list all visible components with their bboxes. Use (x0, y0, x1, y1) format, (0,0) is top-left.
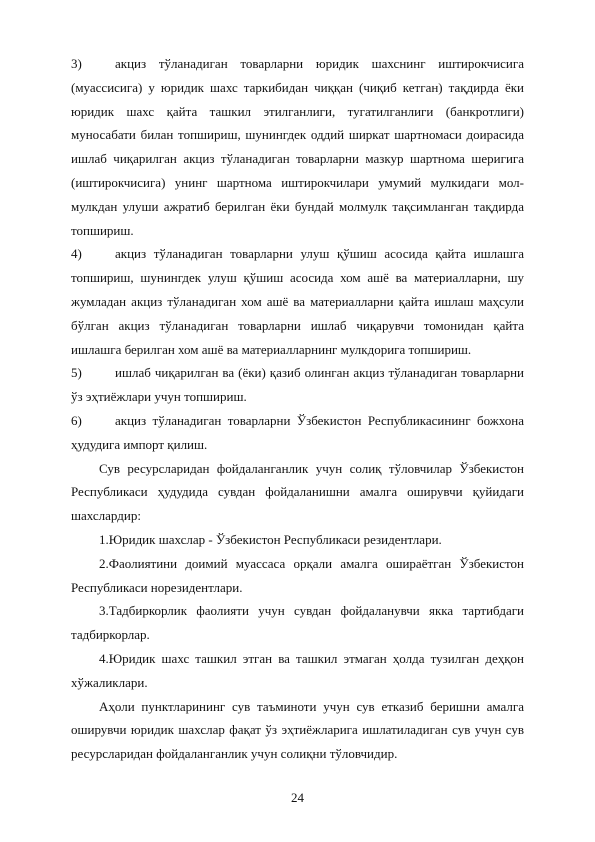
numbered-paragraph-6 (71, 409, 524, 457)
paragraph-number: 3) (71, 56, 82, 71)
paragraph-text: ишлаб чиқарилган ва (ёки) қазиб олинган акциз тўланадиган товарларни ўз эҳтиёжлари учун топшириш. (71, 365, 524, 405)
intro-paragraph: Сув ресурсларидан фойдаланганлик учун солиқ тўловчилар Ўзбекистон Республикаси ҳудудида сувдан фойдаланишни амалга оширувчи қуйидаги шахслардир: (71, 460, 524, 524)
paragraph-text: акциз тўланадиган товарларни улуш қўшиш асосида қайта ишлашга топшириш, шунингдек улуш қўшиш асосида хом ашё ва материалларни, шу жумладан акциз тўланадиган хом ашё ва материалларни қайта ишлаш маҳсули бўлган акциз тўланадиган товарларни ишлаб чиқарувчи томонидан қайта ишлашга берилган хом ашё ва материалларнинг мулкдорига топшириш. (71, 246, 524, 357)
list-item-3: 3.Тадбиркорлик фаолияти учун сувдан фойдаланувчи якка тартибдаги тадбиркорлар. (71, 603, 524, 643)
closing-paragraph: Аҳоли пунктларининг сув таъминоти учун сув етказиб беришни амалга оширувчи юридик шахслар фақат ўз эҳтиёжларига ишлатиладиган сув учун сув ресурсларидан фойдаланганлик учун солиқни тўловчидир. (71, 698, 524, 762)
numbered-paragraph-3 (71, 52, 524, 242)
list-item-4: 4.Юридик шахс ташкил этган ва ташкил этмаган ҳолда тузилган деҳқон хўжаликлари. (71, 650, 524, 690)
numbered-paragraph-4 (71, 242, 524, 361)
document-page (71, 52, 524, 766)
numbered-paragraph-5 (71, 361, 524, 409)
list-item-1: 1.Юридик шахслар - Ўзбекистон Республикаси резидентлари. (99, 531, 442, 547)
paragraph-number: 5) (71, 365, 82, 381)
paragraph-number: 4) (71, 246, 82, 262)
paragraph-text: акциз тўланадиган товарларни юридик шахснинг иштирокчисига (муассисига) у юридик шахс таркибидан чиққан (чиқиб кетган) тақдирда ёки юридик шахс қайта ташкил этилганлиги, тугатилганлиги (банкротлиги) муносабати билан топшириш, шунингдек оддий ширкат шартномаси доирасида ишлаб чиқарилган акциз тўланадиган товарларни мазкур шартнома шеригига (иштирокчисига) унинг шартнома иштирокчилари умумий мулкидаги мол-мулкдан улуши ажратиб берилган ёки бундай молмулк тақсимланган тақдирда топшириш. (71, 56, 524, 238)
paragraph-text: акциз тўланадиган товарларни Ўзбекистон Республикасининг божхона ҳудудига импорт қилиш. (71, 412, 524, 452)
page-number: 24 (291, 790, 304, 805)
list-item-2: 2.Фаолиятини доимий муассаса орқали амалга ошираётган Ўзбекистон Республикаси норезидентлари. (71, 555, 524, 595)
paragraph-number: 6) (71, 412, 82, 428)
